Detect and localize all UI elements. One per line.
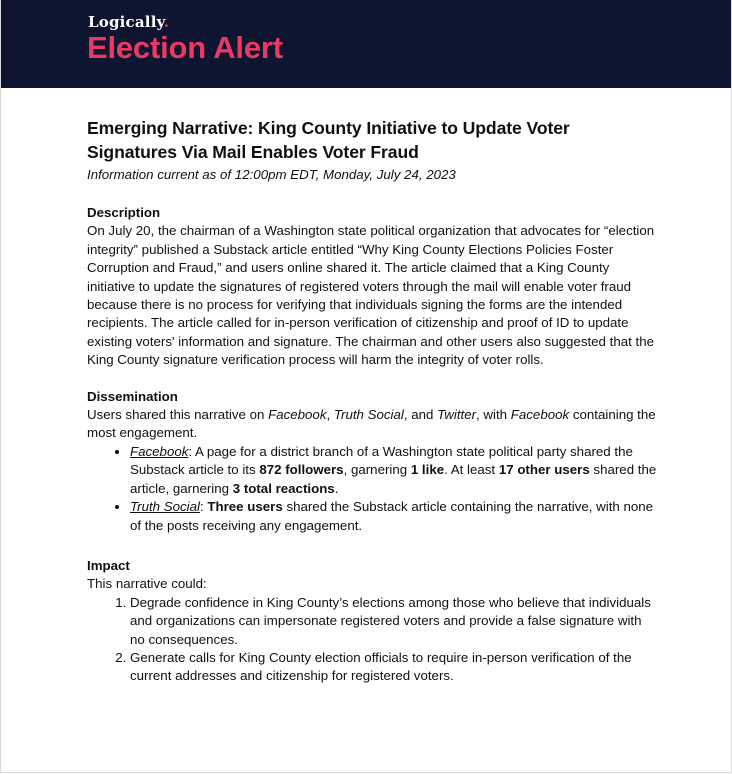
list-item: 1. Degrade confidence in King County’s elections among those who believe that individuals and organizations can impersonate registered voters and provide a false signature with no consequences. xyxy=(130,594,657,649)
dissemination-section xyxy=(87,388,657,535)
list-item: 2. Generate calls for King County election officials to require in-person verification of the current addresses and citizenship for registered voters. xyxy=(130,649,657,686)
impact-list xyxy=(87,594,657,686)
item-highlight: 872 followers xyxy=(259,462,344,478)
alert-title: Election Alert xyxy=(87,30,283,65)
intro-text: , and xyxy=(403,407,438,423)
article-body xyxy=(87,116,657,686)
intro-text: , xyxy=(326,407,334,423)
platform-name: Facebook xyxy=(510,407,570,423)
intro-text: Users shared this narrative on xyxy=(87,407,269,423)
headline: Emerging Narrative: King County Initiative to Update Voter Signatures Via Mail Enables Voter Fraud xyxy=(87,118,570,162)
intro-text: , with xyxy=(476,407,511,423)
platform-link[interactable]: Truth Social xyxy=(130,499,200,515)
item-text: shared the article, garnering xyxy=(130,462,657,496)
item-text: shared the Substack article containing the narrative, with none of the posts receiving any engagement. xyxy=(130,499,654,533)
dissemination-intro xyxy=(87,406,657,443)
dissemination-list xyxy=(87,443,657,535)
item-text: . At least xyxy=(444,462,499,478)
item-highlight: 17 other users xyxy=(498,462,590,478)
platform-link[interactable]: Facebook xyxy=(130,443,189,459)
platform-name: Twitter xyxy=(437,407,477,423)
item-highlight: 1 like xyxy=(410,462,445,478)
item-text: , garnering xyxy=(343,462,411,478)
item-highlight: Three users xyxy=(207,499,283,515)
intro-text: containing the most engagement. xyxy=(87,407,656,441)
item-highlight: 3 total reactions xyxy=(232,480,335,496)
impact-section xyxy=(87,557,657,686)
impact-heading: Impact xyxy=(87,557,130,573)
platform-name: Facebook xyxy=(268,407,327,423)
info-line: Information current as of 12:00pm EDT, Monday, July 24, 2023 xyxy=(87,167,456,182)
item-text: : xyxy=(199,499,208,515)
brand-dot: . xyxy=(163,13,170,31)
brand-logo xyxy=(88,13,169,31)
impact-intro: This narrative could: xyxy=(87,576,207,592)
list-item xyxy=(130,498,657,535)
description-heading: Description xyxy=(87,205,161,220)
platform-name: Truth Social xyxy=(333,407,404,423)
item-text: : A page for a district branch of a Washington state political party shared the Substack article to its xyxy=(130,443,633,478)
description-text: On July 20, the chairman of a Washington state political organization that advocates for “election integrity” published a Substack article entitled “Why King County Elections Policies Foster Corruption and Fraud,” and users online shared it. The article claimed that a King County initiative to update the signatures of registered voters through the mail will enable voter fraud because there is no process for verifying that individuals signing the forms are the intended recipients. The article called for in-person verification of citizenship and proof of ID to update existing voters' information and signature. The chairman and other users also suggested that the King County signature verification process will harm the integrity of voter rolls. xyxy=(87,223,655,368)
header-banner xyxy=(1,0,731,88)
list-item xyxy=(130,443,657,498)
brand-name: Logically xyxy=(88,13,164,31)
dissemination-heading: Dissemination xyxy=(87,388,178,404)
item-text: . xyxy=(334,480,339,496)
description-section xyxy=(87,204,657,370)
